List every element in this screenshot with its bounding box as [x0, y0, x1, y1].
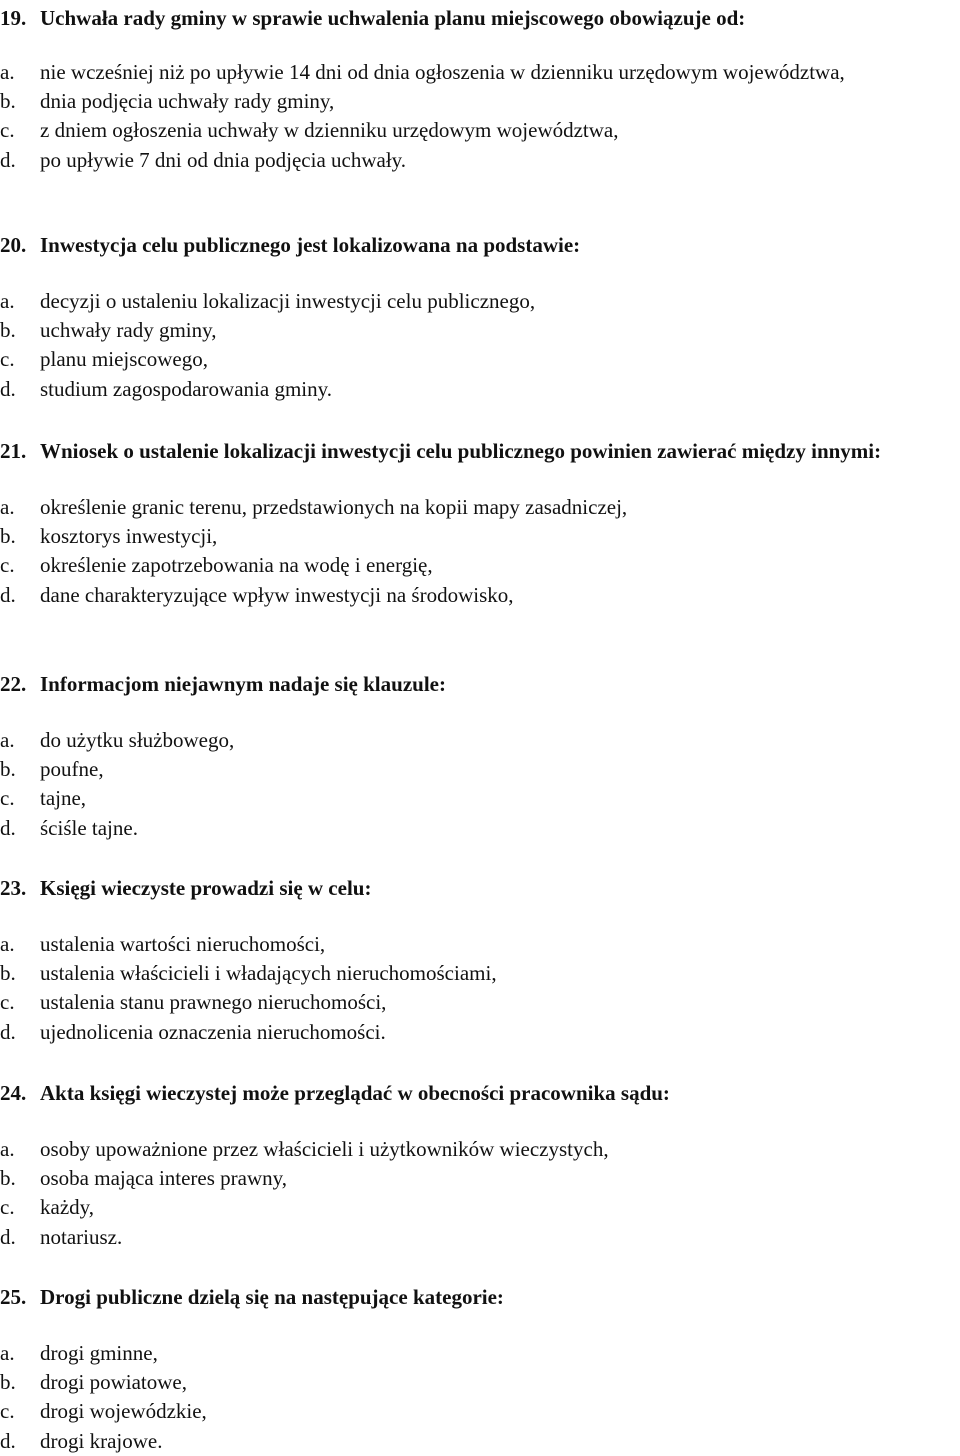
answer-letter: a.	[0, 1137, 15, 1161]
answer-letter: c.	[0, 347, 15, 372]
answer-text: osoba mająca interes prawny,	[40, 1166, 288, 1191]
answer-letter: d.	[0, 1019, 16, 1044]
answer-text: dane charakteryzujące wpływ inwestycji na środowisko,	[40, 582, 514, 607]
question-number: 22.	[0, 672, 27, 696]
question-number: 24.	[0, 1081, 27, 1105]
answer-option-a	[0, 1339, 960, 1368]
answer-text: nie wcześniej niż po upływie 14 dni od dnia ogłoszenia w dzienniku urzędowym województwa,	[40, 60, 845, 84]
answer-text: uchwały rady gminy,	[40, 318, 217, 343]
question-22	[0, 669, 960, 843]
answer-option-a	[0, 726, 960, 755]
answer-option-b	[0, 1368, 960, 1397]
answer-letter: a.	[0, 60, 15, 84]
question-20	[0, 230, 960, 404]
answer-letter: c.	[0, 553, 15, 578]
answer-letter: c.	[0, 1195, 15, 1220]
answer-list	[0, 1339, 960, 1456]
answer-text: po upływie 7 dni od dnia podjęcia uchwały.	[40, 147, 407, 172]
answer-text: poufne,	[40, 757, 104, 782]
answer-letter: c.	[0, 118, 15, 143]
question-number: 21.	[0, 439, 27, 463]
answer-letter: b.	[0, 1166, 16, 1191]
answer-option-b	[0, 522, 960, 551]
answer-letter: b.	[0, 961, 16, 986]
answer-text: do użytku służbowego,	[40, 728, 235, 752]
answer-text: tajne,	[40, 786, 87, 811]
answer-text: osoby upoważnione przez właścicieli i użytkowników wieczystych,	[40, 1137, 609, 1161]
answer-letter: d.	[0, 1428, 16, 1453]
answer-list	[0, 930, 960, 1047]
answer-option-b	[0, 87, 960, 116]
answer-letter: c.	[0, 990, 15, 1015]
question-text: Uchwała rady gminy w sprawie uchwalenia planu miejscowego obowiązuje od:	[40, 6, 746, 30]
question-text: Inwestycja celu publicznego jest lokalizowana na podstawie:	[40, 233, 581, 257]
answer-text: ustalenia stanu prawnego nieruchomości,	[40, 990, 387, 1015]
question-text: Wniosek o ustalenie lokalizacji inwestycji celu publicznego powinien zawierać między innymi:	[40, 439, 882, 463]
answer-option-d	[0, 1223, 960, 1252]
answer-option-c	[0, 1193, 960, 1222]
answer-text: kosztorys inwestycji,	[40, 524, 218, 549]
answer-letter: d.	[0, 582, 16, 607]
answer-text: drogi wojewódzkie,	[40, 1399, 207, 1424]
question-number: 25.	[0, 1285, 27, 1309]
answer-option-d	[0, 1427, 960, 1456]
answer-option-c	[0, 116, 960, 145]
question-number: 20.	[0, 233, 27, 257]
answer-text: każdy,	[40, 1195, 95, 1220]
answer-option-a	[0, 493, 960, 522]
question-text: Informacjom niejawnym nadaje się klauzule:	[40, 672, 446, 696]
answer-letter: d.	[0, 147, 16, 172]
question-title	[0, 436, 960, 466]
answer-list	[0, 58, 960, 175]
answer-option-b	[0, 1164, 960, 1193]
question-19	[0, 3, 960, 175]
answer-letter: a.	[0, 289, 15, 313]
answer-text: ściśle tajne.	[40, 815, 138, 840]
answer-letter: a.	[0, 495, 15, 519]
answer-letter: d.	[0, 815, 16, 840]
answer-option-c	[0, 784, 960, 813]
answer-option-a	[0, 930, 960, 959]
question-text: Księgi wieczyste prowadzi się w celu:	[40, 876, 372, 900]
answer-letter: b.	[0, 89, 16, 114]
answer-text: ujednolicenia oznaczenia nieruchomości.	[40, 1019, 386, 1044]
answer-text: planu miejscowego,	[40, 347, 208, 372]
answer-text: ustalenia wartości nieruchomości,	[40, 932, 326, 956]
question-25	[0, 1282, 960, 1456]
answer-letter: d.	[0, 1224, 16, 1249]
answer-text: notariusz.	[40, 1224, 123, 1249]
answer-option-b	[0, 316, 960, 345]
question-title	[0, 1282, 960, 1312]
answer-option-d	[0, 1018, 960, 1047]
answer-list	[0, 726, 960, 843]
answer-option-d	[0, 581, 960, 610]
question-title	[0, 669, 960, 699]
answer-text: studium zagospodarowania gminy.	[40, 376, 333, 401]
answer-option-a	[0, 287, 960, 316]
answer-option-c	[0, 1397, 960, 1426]
answer-letter: a.	[0, 932, 15, 956]
answer-letter: a.	[0, 728, 15, 752]
answer-text: decyzji o ustaleniu lokalizacji inwestycji celu publicznego,	[40, 289, 536, 313]
question-number: 23.	[0, 876, 27, 900]
answer-option-b	[0, 959, 960, 988]
answer-letter: a.	[0, 1341, 15, 1365]
answer-letter: d.	[0, 376, 16, 401]
answer-list	[0, 493, 960, 610]
answer-option-c	[0, 551, 960, 580]
answer-text: drogi gminne,	[40, 1341, 158, 1365]
question-title	[0, 3, 960, 33]
answer-text: dnia podjęcia uchwały rady gminy,	[40, 89, 335, 114]
answer-option-b	[0, 755, 960, 784]
question-title	[0, 1078, 960, 1108]
question-24	[0, 1078, 960, 1252]
answer-option-c	[0, 345, 960, 374]
question-number: 19.	[0, 6, 27, 30]
answer-list	[0, 1135, 960, 1252]
answer-option-d	[0, 375, 960, 404]
answer-option-c	[0, 988, 960, 1017]
answer-option-d	[0, 146, 960, 175]
answer-letter: b.	[0, 318, 16, 343]
answer-list	[0, 287, 960, 404]
answer-letter: c.	[0, 786, 15, 811]
answer-text: z dniem ogłoszenia uchwały w dzienniku urzędowym województwa,	[40, 118, 619, 143]
answer-option-a	[0, 1135, 960, 1164]
question-title	[0, 873, 960, 903]
question-23	[0, 873, 960, 1047]
answer-letter: c.	[0, 1399, 15, 1424]
answer-letter: b.	[0, 757, 16, 782]
answer-text: drogi powiatowe,	[40, 1370, 187, 1395]
question-text: Drogi publiczne dzielą się na następujące kategorie:	[40, 1285, 504, 1309]
answer-text: określenie zapotrzebowania na wodę i energię,	[40, 553, 433, 578]
answer-option-a	[0, 58, 960, 87]
answer-option-d	[0, 814, 960, 843]
answer-letter: b.	[0, 524, 16, 549]
question-text: Akta księgi wieczystej może przeglądać w obecności pracownika sądu:	[40, 1081, 670, 1105]
answer-text: drogi krajowe.	[40, 1428, 163, 1453]
answer-text: ustalenia właścicieli i władających nieruchomościami,	[40, 961, 497, 986]
answer-letter: b.	[0, 1370, 16, 1395]
question-title	[0, 230, 960, 260]
answer-text: określenie granic terenu, przedstawionych na kopii mapy zasadniczej,	[40, 495, 628, 519]
question-21	[0, 436, 960, 610]
